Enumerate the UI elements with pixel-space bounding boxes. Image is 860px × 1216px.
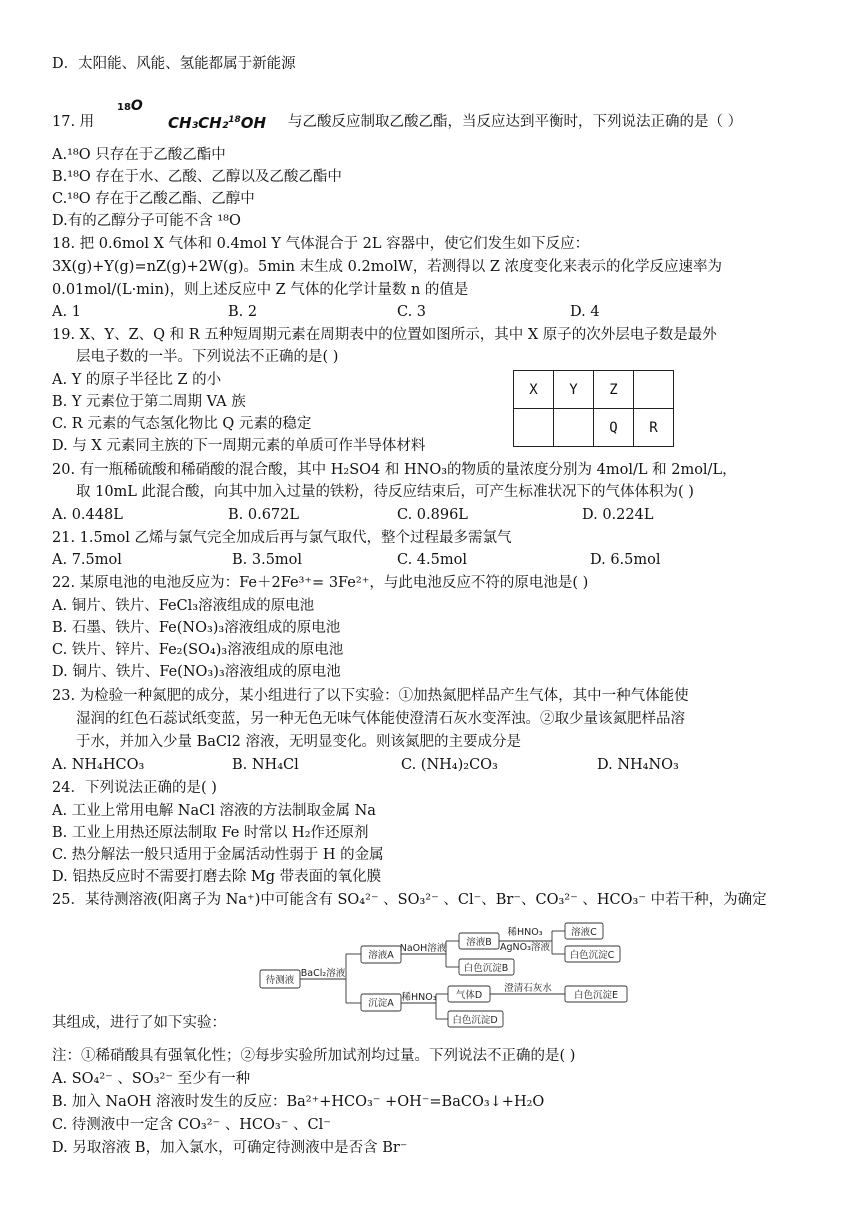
q17-option-a: A.¹⁸O 只存在于乙酸乙酯中 bbox=[52, 147, 226, 163]
q16-option-d: D．太阳能、风能、氢能都属于新能源 bbox=[52, 56, 296, 72]
flow-reagent-bacl2: BaCl₂溶液 bbox=[300, 968, 346, 979]
q23-option-d: D. NH₄NO₃ bbox=[597, 757, 679, 773]
flow-reagent-limewater: 澄清石灰水 bbox=[504, 983, 552, 994]
q25-option-a: A. SO₄²⁻ 、SO₃²⁻ 至少有一种 bbox=[52, 1071, 251, 1087]
flow-reagent-hno3: 稀HNO₃ bbox=[507, 927, 543, 938]
q25-option-c: C. 待测液中一定含 CO₃²⁻ 、HCO₃⁻ 、Cl⁻ bbox=[52, 1117, 331, 1133]
q19-line-1: 19. X、Y、Z、Q 和 R 五种短周期元素在周期表中的位置如图所示，其中 X 原子的次外层电子数是最外 bbox=[52, 327, 717, 343]
q21-line-1: 21. 1.5mol 乙烯与氯气完全加成后再与氯气取代，整个过程最多需氯气 bbox=[52, 530, 512, 546]
table-cell: Y bbox=[554, 371, 594, 409]
flow-reagent-hno3-2: 稀HNO₃ bbox=[401, 992, 437, 1003]
q23-line-1: 23. 为检验一种氮肥的成分，某小组进行了以下实验：①加热氮肥样品产生气体，其中一种气体能使 bbox=[52, 688, 689, 704]
q25-line-1: 25．某待测溶液(阳离子为 Na⁺)中可能含有 SO₄²⁻ 、SO₃²⁻ 、Cl⁻、Br⁻、CO₃²⁻ 、HCO₃⁻ 中若干种，为确定 bbox=[52, 892, 767, 908]
q24-option-b: B. 工业上用热还原法制取 Fe 时常以 H₂作还原剂 bbox=[52, 825, 369, 841]
flow-solution-a: 溶液A bbox=[368, 950, 394, 961]
table-cell bbox=[514, 409, 554, 447]
q19-option-b: B. Y 元素位于第二周期 VA 族 bbox=[52, 394, 246, 410]
table-cell bbox=[554, 409, 594, 447]
flow-solution-c: 溶液C bbox=[571, 927, 597, 938]
q20-line-2: 取 10mL 此混合酸，向其中加入过量的铁粉，待反应结束后，可产生标准状况下的气体体积为( ) bbox=[76, 484, 694, 500]
q25-line-2: 其组成，进行了如下实验： bbox=[52, 1015, 226, 1031]
q17-option-d: D.有的乙醇分子可能不含 ¹⁸O bbox=[52, 213, 241, 229]
q18-line-2: 3X(g)+Y(g)=nZ(g)+2W(g)。5min 末生成 0.2molW，若测得以 Z 浓度变化来表示的化学反应速率为 bbox=[52, 259, 723, 275]
q20-line-1: 20. 有一瓶稀硫酸和稀硝酸的混合酸，其中 H₂SO4 和 HNO₃的物质的量浓度分别为 4mol/L 和 2mol/L， bbox=[52, 462, 737, 478]
q19-option-c: C. R 元素的气态氢化物比 Q 元素的稳定 bbox=[52, 416, 312, 432]
q21-option-a: A. 7.5mol bbox=[52, 552, 122, 568]
q17-ethanol-formula: CH₃CH₂$^{18}$OH bbox=[168, 114, 267, 132]
q23-line-2: 湿润的红色石蕊试纸变蓝，另一种无色无味气体能使澄清石灰水变浑浊。②取少量该氮肥样品溶 bbox=[76, 711, 685, 727]
q17-isotope-label: 18O bbox=[117, 98, 143, 114]
q22-option-a: A. 铜片、铁片、FeCl₃溶液组成的原电池 bbox=[52, 598, 315, 614]
q22-option-c: C. 铁片、锌片、Fe₂(SO₄)₃溶液组成的原电池 bbox=[52, 642, 344, 658]
q22-line-1: 22. 某原电池的电池反应为：Fe＋2Fe³⁺= 3Fe²⁺，与此电池反应不符的原电池是( ) bbox=[52, 575, 589, 591]
table-cell bbox=[634, 371, 674, 409]
flow-solution-b: 溶液B bbox=[466, 937, 492, 948]
flow-gas-d: 气体D bbox=[455, 990, 483, 1001]
q17-option-b: B.¹⁸O 存在于水、乙酸、乙醇以及乙酸乙酯中 bbox=[52, 169, 342, 185]
q23-option-b: B. NH₄Cl bbox=[232, 757, 299, 773]
q21-option-d: D. 6.5mol bbox=[590, 552, 661, 568]
experiment-flowchart bbox=[256, 918, 636, 1028]
q21-option-c: C. 4.5mol bbox=[397, 552, 467, 568]
q24-option-c: C. 热分解法一般只适用于金属活动性弱于 H 的金属 bbox=[52, 847, 384, 863]
q22-option-d: D. 铜片、铁片、Fe(NO₃)₃溶液组成的原电池 bbox=[52, 664, 341, 680]
q18-option-c: C. 3 bbox=[397, 304, 427, 320]
q25-option-b: B. 加入 NaOH 溶液时发生的反应：Ba²⁺+HCO₃⁻ +OH⁻=BaCO₃↓+H₂O bbox=[52, 1094, 545, 1110]
flow-precipitate-a: 沉淀A bbox=[368, 998, 394, 1009]
flow-precipitate-d: 白色沉淀D bbox=[452, 1015, 498, 1026]
flow-reagent-naoh: NaOH溶液 bbox=[399, 943, 447, 954]
q19-option-d: D. 与 X 元素同主族的下一周期元素的单质可作半导体材料 bbox=[52, 438, 426, 454]
flow-precipitate-e: 白色沉淀E bbox=[573, 990, 619, 1001]
q17-option-c: C.¹⁸O 存在于乙酸乙酯、乙醇中 bbox=[52, 191, 255, 207]
flow-precipitate-b: 白色沉淀B bbox=[463, 963, 509, 974]
q24-line-1: 24．下列说法正确的是( ) bbox=[52, 780, 217, 796]
q23-option-c: C. (NH₄)₂CO₃ bbox=[401, 757, 498, 773]
table-cell: Q bbox=[594, 409, 634, 447]
q20-option-d: D. 0.224L bbox=[582, 507, 654, 523]
flow-reagent-agno3: AgNO₃溶液 bbox=[500, 942, 550, 953]
q24-option-d: D. 铝热反应时不需要打磨去除 Mg 带表面的氧化膜 bbox=[52, 869, 382, 885]
q18-option-b: B. 2 bbox=[228, 304, 258, 320]
periodic-table-fragment bbox=[513, 370, 674, 447]
q22-option-b: B. 石墨、铁片、Fe(NO₃)₃溶液组成的原电池 bbox=[52, 620, 341, 636]
q19-option-a: A. Y 的原子半径比 Z 的小 bbox=[52, 372, 222, 388]
q19-line-2: 层电子数的一半。下列说法不正确的是( ) bbox=[76, 349, 339, 365]
table-cell: X bbox=[514, 371, 554, 409]
q20-option-c: C. 0.896L bbox=[397, 507, 468, 523]
q24-option-a: A. 工业上常用电解 NaCl 溶液的方法制取金属 Na bbox=[52, 803, 376, 819]
q25-option-d: D. 另取溶液 B，加入氯水，可确定待测液中是否含 Br⁻ bbox=[52, 1140, 408, 1156]
q20-option-b: B. 0.672L bbox=[228, 507, 300, 523]
flow-precipitate-c: 白色沉淀C bbox=[569, 950, 615, 961]
q18-line-3: 0.01mol/(L·min)，则上述反应中 Z 气体的化学计量数 n 的值是 bbox=[52, 282, 469, 298]
q20-option-a: A. 0.448L bbox=[52, 507, 123, 523]
q17-number: 17. 用 bbox=[52, 114, 95, 130]
q18-option-d: D. 4 bbox=[570, 304, 600, 320]
table-cell: R bbox=[634, 409, 674, 447]
q21-option-b: B. 3.5mol bbox=[232, 552, 303, 568]
flow-start: 待测液 bbox=[265, 975, 295, 986]
q17-stem: 与乙酸反应制取乙酸乙酯，当反应达到平衡时，下列说法正确的是（ ） bbox=[288, 114, 743, 130]
q23-option-a: A. NH₄HCO₃ bbox=[52, 757, 145, 773]
q23-line-3: 于水，并加入少量 BaCl2 溶液，无明显变化。则该氮肥的主要成分是 bbox=[76, 734, 521, 750]
q18-option-a: A. 1 bbox=[52, 304, 81, 320]
table-cell: Z bbox=[594, 371, 634, 409]
q18-line-1: 18. 把 0.6mol X 气体和 0.4mol Y 气体混合于 2L 容器中，使它们发生如下反应： bbox=[52, 236, 590, 252]
q25-line-3: 注：①稀硝酸具有强氧化性；②每步实验所加试剂均过量。下列说法不正确的是( ) bbox=[52, 1048, 576, 1064]
